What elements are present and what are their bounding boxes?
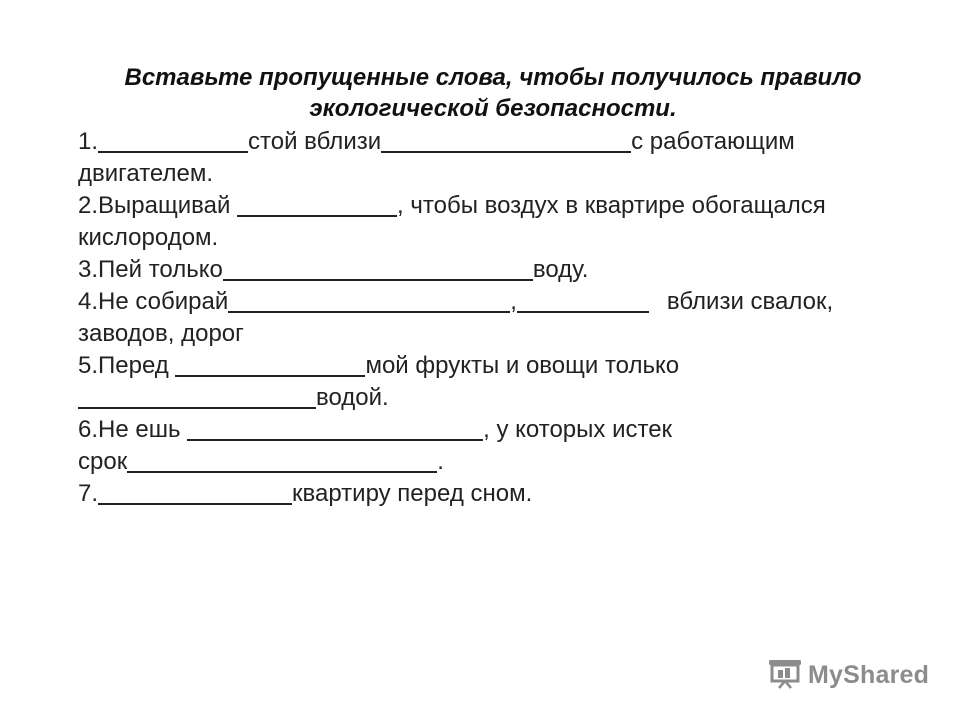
item-7-text-a: квартиру перед сном. [292,480,533,507]
item-6-line2: срок [78,448,128,475]
item-3-prefix: 3.Пей только [78,256,223,283]
item-2-text-a: , чтобы воздух в квартире обогащался [397,192,826,219]
item-1-text-b: с работающим [631,128,795,155]
item-4-line2: заводов, дорог [78,320,244,347]
item-5-text-a: мой фрукты и овощи только [365,352,680,379]
item-1-line2: двигателем. [78,160,213,187]
blank-5b[interactable] [78,385,316,409]
blank-6b[interactable] [127,449,437,473]
watermark-logo [768,658,929,692]
item-3-text-a: воду. [532,256,589,283]
item-1-text-a: стой вблизи [248,128,382,155]
exercise-item-2 [78,190,908,254]
exercise-body [78,126,908,510]
item-2-line2: кислородом. [78,224,219,251]
item-4-text-a: , [510,288,517,315]
item-5-text-b: водой. [316,384,389,411]
item-1-number: 1. [78,128,99,155]
exercise-item-3 [78,254,908,286]
blank-6a[interactable] [187,417,483,441]
blank-1b[interactable] [381,129,631,153]
item-4-text-b: вблизи свалок, [666,288,834,315]
blank-7a[interactable] [98,481,292,505]
exercise-item-5 [78,350,908,414]
blank-4b[interactable] [517,289,649,313]
exercise-item-6 [78,414,908,478]
exercise-item-7 [78,478,908,510]
item-6-prefix: 6.Не ешь [78,416,188,443]
item-6-text-b: . [437,448,444,475]
blank-5a[interactable] [175,353,365,377]
page-title: Вставьте пропущенные слова, чтобы получилось правило экологической безопасности. [124,64,862,122]
blank-2a[interactable] [237,193,397,217]
item-4-prefix: 4.Не собирай [78,288,229,315]
blank-4a[interactable] [228,289,510,313]
projector-screen-icon [768,657,802,694]
logo-text: MyShared [808,660,930,689]
item-5-prefix: 5.Перед [78,352,176,379]
exercise-item-4 [78,286,908,350]
exercise-item-1 [78,126,908,190]
item-2-prefix: 2.Выращивай [78,192,238,219]
item-7-prefix: 7. [78,480,99,507]
item-6-text-a: , у которых истек [483,416,673,443]
blank-3a[interactable] [223,257,533,281]
blank-1a[interactable] [98,129,248,153]
